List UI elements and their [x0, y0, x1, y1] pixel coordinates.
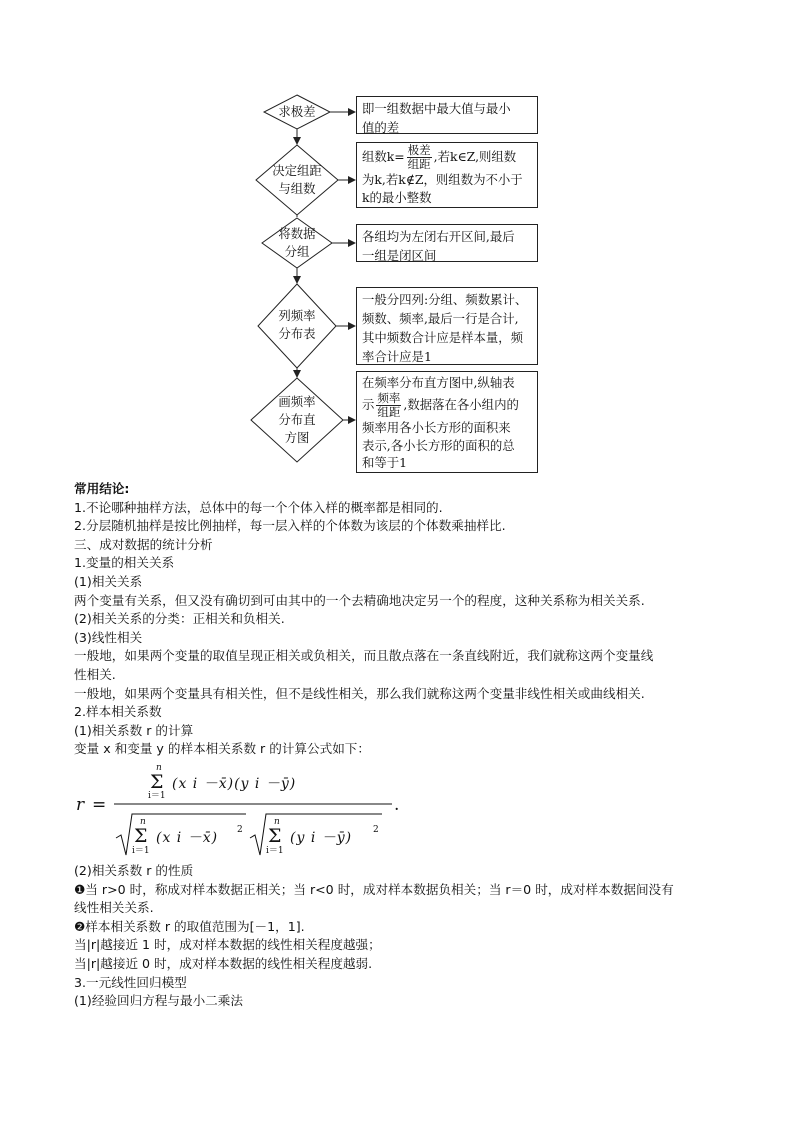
section-3-2-2-heading: (2)相关系数 r 的性质: [74, 863, 194, 878]
formula-eq: =: [92, 795, 107, 815]
paragraph-correlation-definition: 两个变量有关系，但又没有确切到可由其中的一个去精确地决定另一个的程度，这种关系称为相关关系.: [74, 592, 645, 608]
step-2-label: 决定组距 与组数: [272, 163, 322, 196]
num-terms: (x i －x̄)(y i －ȳ): [172, 776, 297, 792]
section-3-3-1-heading: (1)经验回归方程与最小二乘法: [74, 993, 243, 1009]
property-weak: 当|r|越接近 0 时，成对样本数据的线性相关程度越弱.: [74, 955, 373, 971]
den2-sum-bot: i＝1: [266, 846, 284, 856]
den1-sigma: Σ: [134, 825, 148, 847]
main-text-section: [74, 480, 724, 759]
step-2-description: 组数k= $\frac{\text{极差}}{\text{组距}}$ ,若k∈Z,则组数 为k,若k∉Z，则组数为不小于 k的最小整数: [356, 142, 538, 208]
step-5-description: 在频率分布直方图中,纵轴表 示 $\frac{\text{频率}}{\text{组距}}$ ,数据落在各小组内的 频率用各小长方形的面积来 表示,各小长方形的面积的总 和等于1: [356, 371, 538, 473]
num-sum-top: n: [156, 763, 162, 773]
section-3-1-1-heading: (1)相关关系: [74, 573, 143, 589]
conclusion-2: 2.分层随机抽样是按比例抽样，每一层入样的个体数为该层的个体数乘抽样比.: [74, 518, 506, 534]
formula-end: .: [394, 795, 400, 815]
correlation-coefficient-formula: [74, 760, 414, 860]
den1-term: (x i －x̄): [156, 830, 219, 846]
paragraph-nonlinear-correlation: 一般地，如果两个变量具有相关性，但不是线性相关，那么我们就称这两个变量非线性相关或曲线相关.: [74, 685, 645, 701]
step-1-label: 求极差: [278, 104, 316, 119]
num-sigma: Σ: [150, 771, 164, 793]
property-strong: 当|r|越接近 1 时，成对样本数据的线性相关程度越强；: [74, 937, 381, 953]
paragraph-linear-correlation-b: 性相关.: [74, 666, 116, 682]
step-4-label: 列频率 分布表: [278, 308, 316, 341]
step-4-description: 一般分四列:分组、频数累计、 频数、频率,最后一行是合计, 其中频数合计应是样本量，频 率合计应是1: [356, 287, 538, 365]
section-3-1-heading: 1.变量的相关关系: [74, 555, 175, 571]
conclusion-1: 1.不论哪种抽样方法，总体中的每一个个体入样的概率都是相同的.: [74, 499, 443, 515]
den2-sum-top: n: [274, 817, 280, 827]
den1-sq: 2: [237, 825, 243, 835]
section-3-2-heading: 2.样本相关系数: [74, 704, 162, 720]
section-3-1-3-heading: (3)线性相关: [74, 629, 143, 645]
fraction-freq-over-width: $\frac{\text{频率}}{\text{组距}}$: [377, 390, 401, 419]
section-3-3-heading: 3.一元线性回归模型: [74, 974, 187, 990]
num-sum-bot: i＝1: [148, 791, 166, 801]
den1-sum-bot: i＝1: [132, 846, 150, 856]
section-3-2-1-heading: (1)相关系数 r 的计算: [74, 722, 194, 738]
formula-svg: [74, 760, 414, 860]
step-3-description: 各组均为左闭右开区间,最后 一组是闭区间: [356, 224, 538, 262]
step-1-description: 即一组数据中最大值与最小 值的差: [356, 96, 538, 134]
paragraph-linear-correlation-a: 一般地，如果两个变量的取值呈现正相关或负相关，而且散点落在一条直线附近，我们就称这两个变量线: [74, 648, 654, 664]
formula-r: r: [76, 795, 85, 815]
section-3-1-2-heading: (2)相关关系的分类：正相关和负相关.: [74, 611, 285, 627]
den1-sum-top: n: [140, 817, 146, 827]
step-5-label: 画频率 分布直 方图: [278, 394, 316, 445]
frequency-distribution-flowchart: [0, 0, 794, 480]
property-2: ❷样本相关系数 r 的取值范围为[－1，1].: [74, 918, 305, 934]
step-3-label: 将数据 分组: [278, 226, 316, 259]
property-1-b: 线性相关关系.: [74, 900, 154, 916]
den2-term: (y i －ȳ): [290, 830, 353, 846]
properties-text-section: [74, 862, 724, 1011]
section-3-heading: 三、成对数据的统计分析: [74, 536, 213, 552]
property-1-a: ❶当 r>0 时，称成对样本数据正相关；当 r<0 时，成对样本数据负相关；当 r＝0 时，成对样本数据间没有: [74, 881, 674, 897]
conclusions-heading: 常用结论:: [74, 481, 130, 496]
fraction-range-over-width: $\frac{\text{极差}}{\text{组距}}$: [407, 143, 431, 171]
den2-sigma: Σ: [268, 825, 282, 847]
paragraph-formula-intro: 变量 x 和变量 y 的样本相关系数 r 的计算公式如下：: [74, 741, 370, 757]
den2-sq: 2: [373, 825, 379, 835]
